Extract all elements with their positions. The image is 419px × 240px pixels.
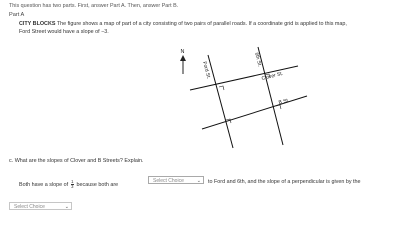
problem-line-2: Ford Street would have a slope of −3. xyxy=(19,29,109,35)
answer-text-mid: because both are xyxy=(76,182,119,189)
fraction-numerator: 1 xyxy=(71,179,74,184)
question-c: c. What are the slopes of Clover and B Streets? Explain. xyxy=(9,158,144,164)
b-street xyxy=(202,96,307,129)
sixth-street-label: 6th St. xyxy=(253,51,263,68)
perpendicular-select[interactable] xyxy=(9,202,72,210)
clover-street-label: Clover St. xyxy=(261,70,284,82)
answer-text-before: Both have a slope of xyxy=(19,182,69,189)
slope-fraction xyxy=(71,180,74,189)
ford-street-label: Ford St. xyxy=(201,60,212,80)
instructions-text: This question has two parts. First, answer Part A. Then, answer Part B. xyxy=(9,3,179,9)
problem-title: CITY BLOCKS xyxy=(19,21,56,27)
problem-text: The figure shows a map of part of a city consisting of two pairs of parallel roads. If a coordinate grid is applied to this map, xyxy=(55,21,347,27)
perpendicular-select-value: Select Choice xyxy=(14,204,45,210)
north-arrow-icon xyxy=(180,55,186,74)
chevron-down-icon: ⌄ xyxy=(64,204,69,210)
part-label: Part A xyxy=(9,12,25,18)
relationship-select[interactable] xyxy=(148,176,204,184)
chevron-down-icon: ⌄ xyxy=(196,178,201,184)
answer-text-after: to Ford and 6th, and the slope of a perpendicular is given by the xyxy=(208,179,361,185)
answer-line xyxy=(19,180,118,189)
north-label: N xyxy=(180,49,185,55)
b-street-label: B St. xyxy=(278,97,291,106)
fraction-denominator: 3 xyxy=(71,184,74,190)
ford-street xyxy=(208,55,233,148)
relationship-select-value: Select Choice xyxy=(153,178,184,184)
